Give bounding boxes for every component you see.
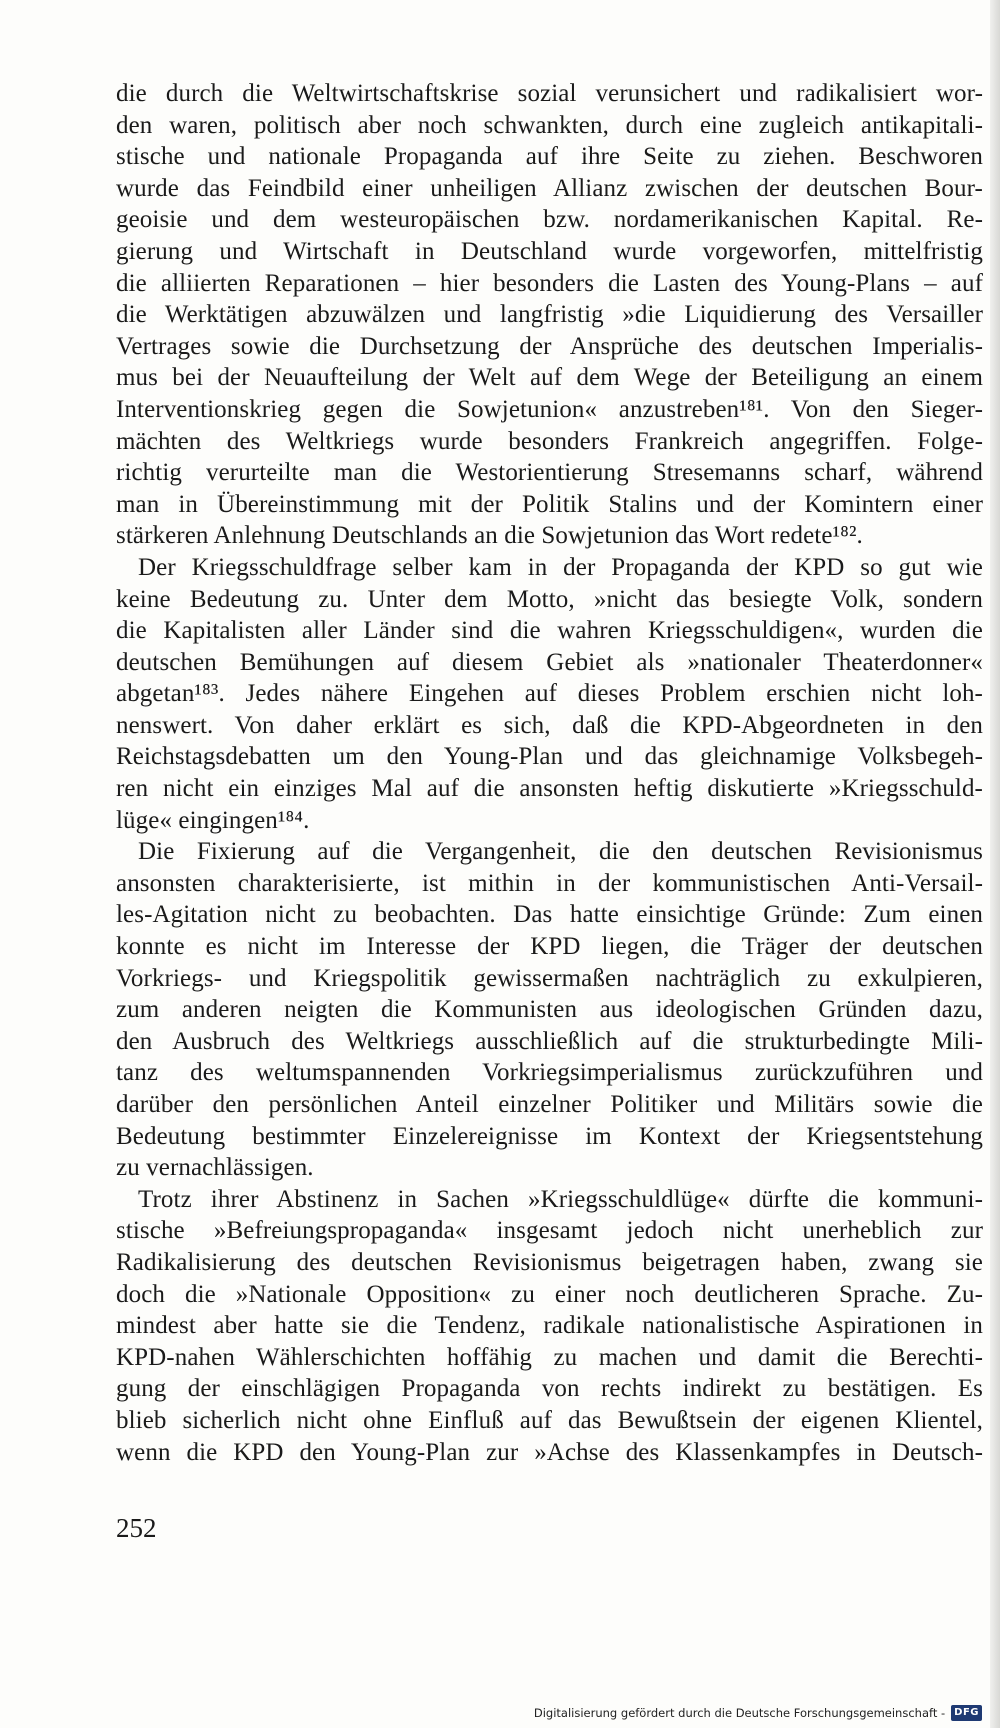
text-line: konnte es nicht im Interesse der KPD liegen, die Träger der deutschen <box>116 933 983 961</box>
text-line: tanz des weltumspannenden Vorkriegsimperialismus zurückzuführen und <box>116 1059 983 1087</box>
text-line: die alliierten Reparationen – hier besonders die Lasten des Young-Plans – auf <box>116 269 983 297</box>
dfg-logo: DFG <box>951 1705 982 1721</box>
text-line: mächten des Weltkriegs wurde besonders Frankreich angegriffen. Folge- <box>116 427 983 455</box>
body-text <box>116 78 983 1468</box>
text-line: deutschen Bemühungen auf diesem Gebiet als »nationaler Theaterdonner« <box>116 648 983 676</box>
text-line: Reichstagsdebatten um den Young-Plan und das gleichnamige Volksbegeh- <box>116 743 983 771</box>
text-line: Interventionskrieg gegen die Sowjetunion« anzustreben¹⁸¹. Von den Sieger- <box>116 395 983 423</box>
text-line: den Ausbruch des Weltkriegs ausschließlich auf die strukturbedingte Mili- <box>116 1027 983 1055</box>
text-line: blieb sicherlich nicht ohne Einfluß auf das Bewußtsein der eigenen Klientel, <box>116 1406 983 1434</box>
text-line: KPD-nahen Wählerschichten hoffähig zu machen und damit die Berechti- <box>116 1343 983 1371</box>
text-line: les-Agitation nicht zu beobachten. Das hatte einsichtige Gründe: Zum einen <box>116 901 983 929</box>
text-line: doch die »Nationale Opposition« zu einer noch deutlicheren Sprache. Zu- <box>116 1280 983 1308</box>
text-line: wurde das Feindbild einer unheiligen Allianz zwischen der deutschen Bour- <box>116 174 983 202</box>
text-line: Trotz ihrer Abstinenz in Sachen »Kriegsschuldlüge« dürfte die kommuni- <box>138 1185 983 1213</box>
text-line: stische und nationale Propaganda auf ihre Seite zu ziehen. Beschworen <box>116 143 983 171</box>
text-line: darüber den persönlichen Anteil einzelner Politiker und Militärs sowie die <box>116 1091 983 1118</box>
text-line: mindest aber hatte sie die Tendenz, radikale nationalistische Aspirationen in <box>116 1312 983 1340</box>
text-line: keine Bedeutung zu. Unter dem Motto, »nicht das besiegte Volk, sondern <box>116 585 983 613</box>
text-line: mus bei der Neuaufteilung der Welt auf dem Wege der Beteiligung an einem <box>116 364 983 392</box>
page-number: 252 <box>116 1513 157 1543</box>
text-line: Vorkriegs- und Kriegspolitik gewissermaßen nachträglich zu exkulpieren, <box>116 964 983 992</box>
digitization-footer <box>534 1703 982 1723</box>
text-line: geoisie und dem westeuropäischen bzw. nordamerikanischen Kapital. Re- <box>116 206 983 234</box>
text-line: wenn die KPD den Young-Plan zur »Achse des Klassenkampfes in Deutsch- <box>116 1438 983 1466</box>
text-line: Die Fixierung auf die Vergangenheit, die den deutschen Revisionismus <box>138 838 983 866</box>
footer-text: Digitalisierung gefördert durch die Deutsche Forschungsgemeinschaft - <box>533 1706 946 1720</box>
text-line: man in Übereinstimmung mit der Politik Stalins und der Komintern einer <box>116 490 983 518</box>
text-line: Vertrages sowie die Durchsetzung der Ansprüche des deutschen Imperialis- <box>116 332 983 360</box>
text-line: die Kapitalisten aller Länder sind die wahren Kriegsschuldigen«, wurden die <box>116 617 983 645</box>
text-line: gierung und Wirtschaft in Deutschland wurde vorgeworfen, mittelfristig <box>116 237 983 265</box>
text-line: ansonsten charakterisierte, ist mithin in der kommunistischen Anti-Versail- <box>116 869 983 897</box>
text-line: gung der einschlägigen Propaganda von rechts indirekt zu bestätigen. Es <box>116 1375 983 1403</box>
text-line: stische »Befreiungspropaganda« insgesamt jedoch nicht unerheblich zur <box>116 1217 983 1245</box>
text-line: die durch die Weltwirtschaftskrise sozial verunsichert und radikalisiert wor- <box>116 80 983 107</box>
text-line: Bedeutung bestimmter Einzelereignisse im Kontext der Kriegsentstehung <box>116 1122 983 1150</box>
text-line: nenswert. Von daher erklärt es sich, daß die KPD-Abgeordneten in den <box>116 711 983 739</box>
text-line: richtig verurteilte man die Westorientierung Stresemanns scharf, während <box>116 459 983 487</box>
text-line: Radikalisierung des deutschen Revisionismus beigetragen haben, zwang sie <box>116 1248 983 1276</box>
text-line: ren nicht ein einziges Mal auf die ansonsten heftig diskutierte »Kriegsschuld- <box>116 775 983 803</box>
text-line: lüge« eingingen¹⁸⁴. <box>116 806 310 834</box>
text-line: zum anderen neigten die Kommunisten aus ideologischen Gründen dazu, <box>116 996 983 1024</box>
text-line: Der Kriegsschuldfrage selber kam in der Propaganda der KPD so gut wie <box>138 553 983 581</box>
text-line: stärkeren Anlehnung Deutschlands an die Sowjetunion das Wort redete¹⁸². <box>116 522 863 550</box>
text-line: die Werktätigen abzuwälzen und langfristig »die Liquidierung des Versailler <box>116 301 983 329</box>
text-line: abgetan¹⁸³. Jedes nähere Eingehen auf dieses Problem erschien nicht loh- <box>116 680 983 708</box>
text-line: den waren, politisch aber noch schwankten, durch eine zugleich antikapitali- <box>116 111 983 139</box>
page-edge-shadow <box>990 0 1000 1728</box>
text-line: zu vernachlässigen. <box>116 1154 314 1182</box>
